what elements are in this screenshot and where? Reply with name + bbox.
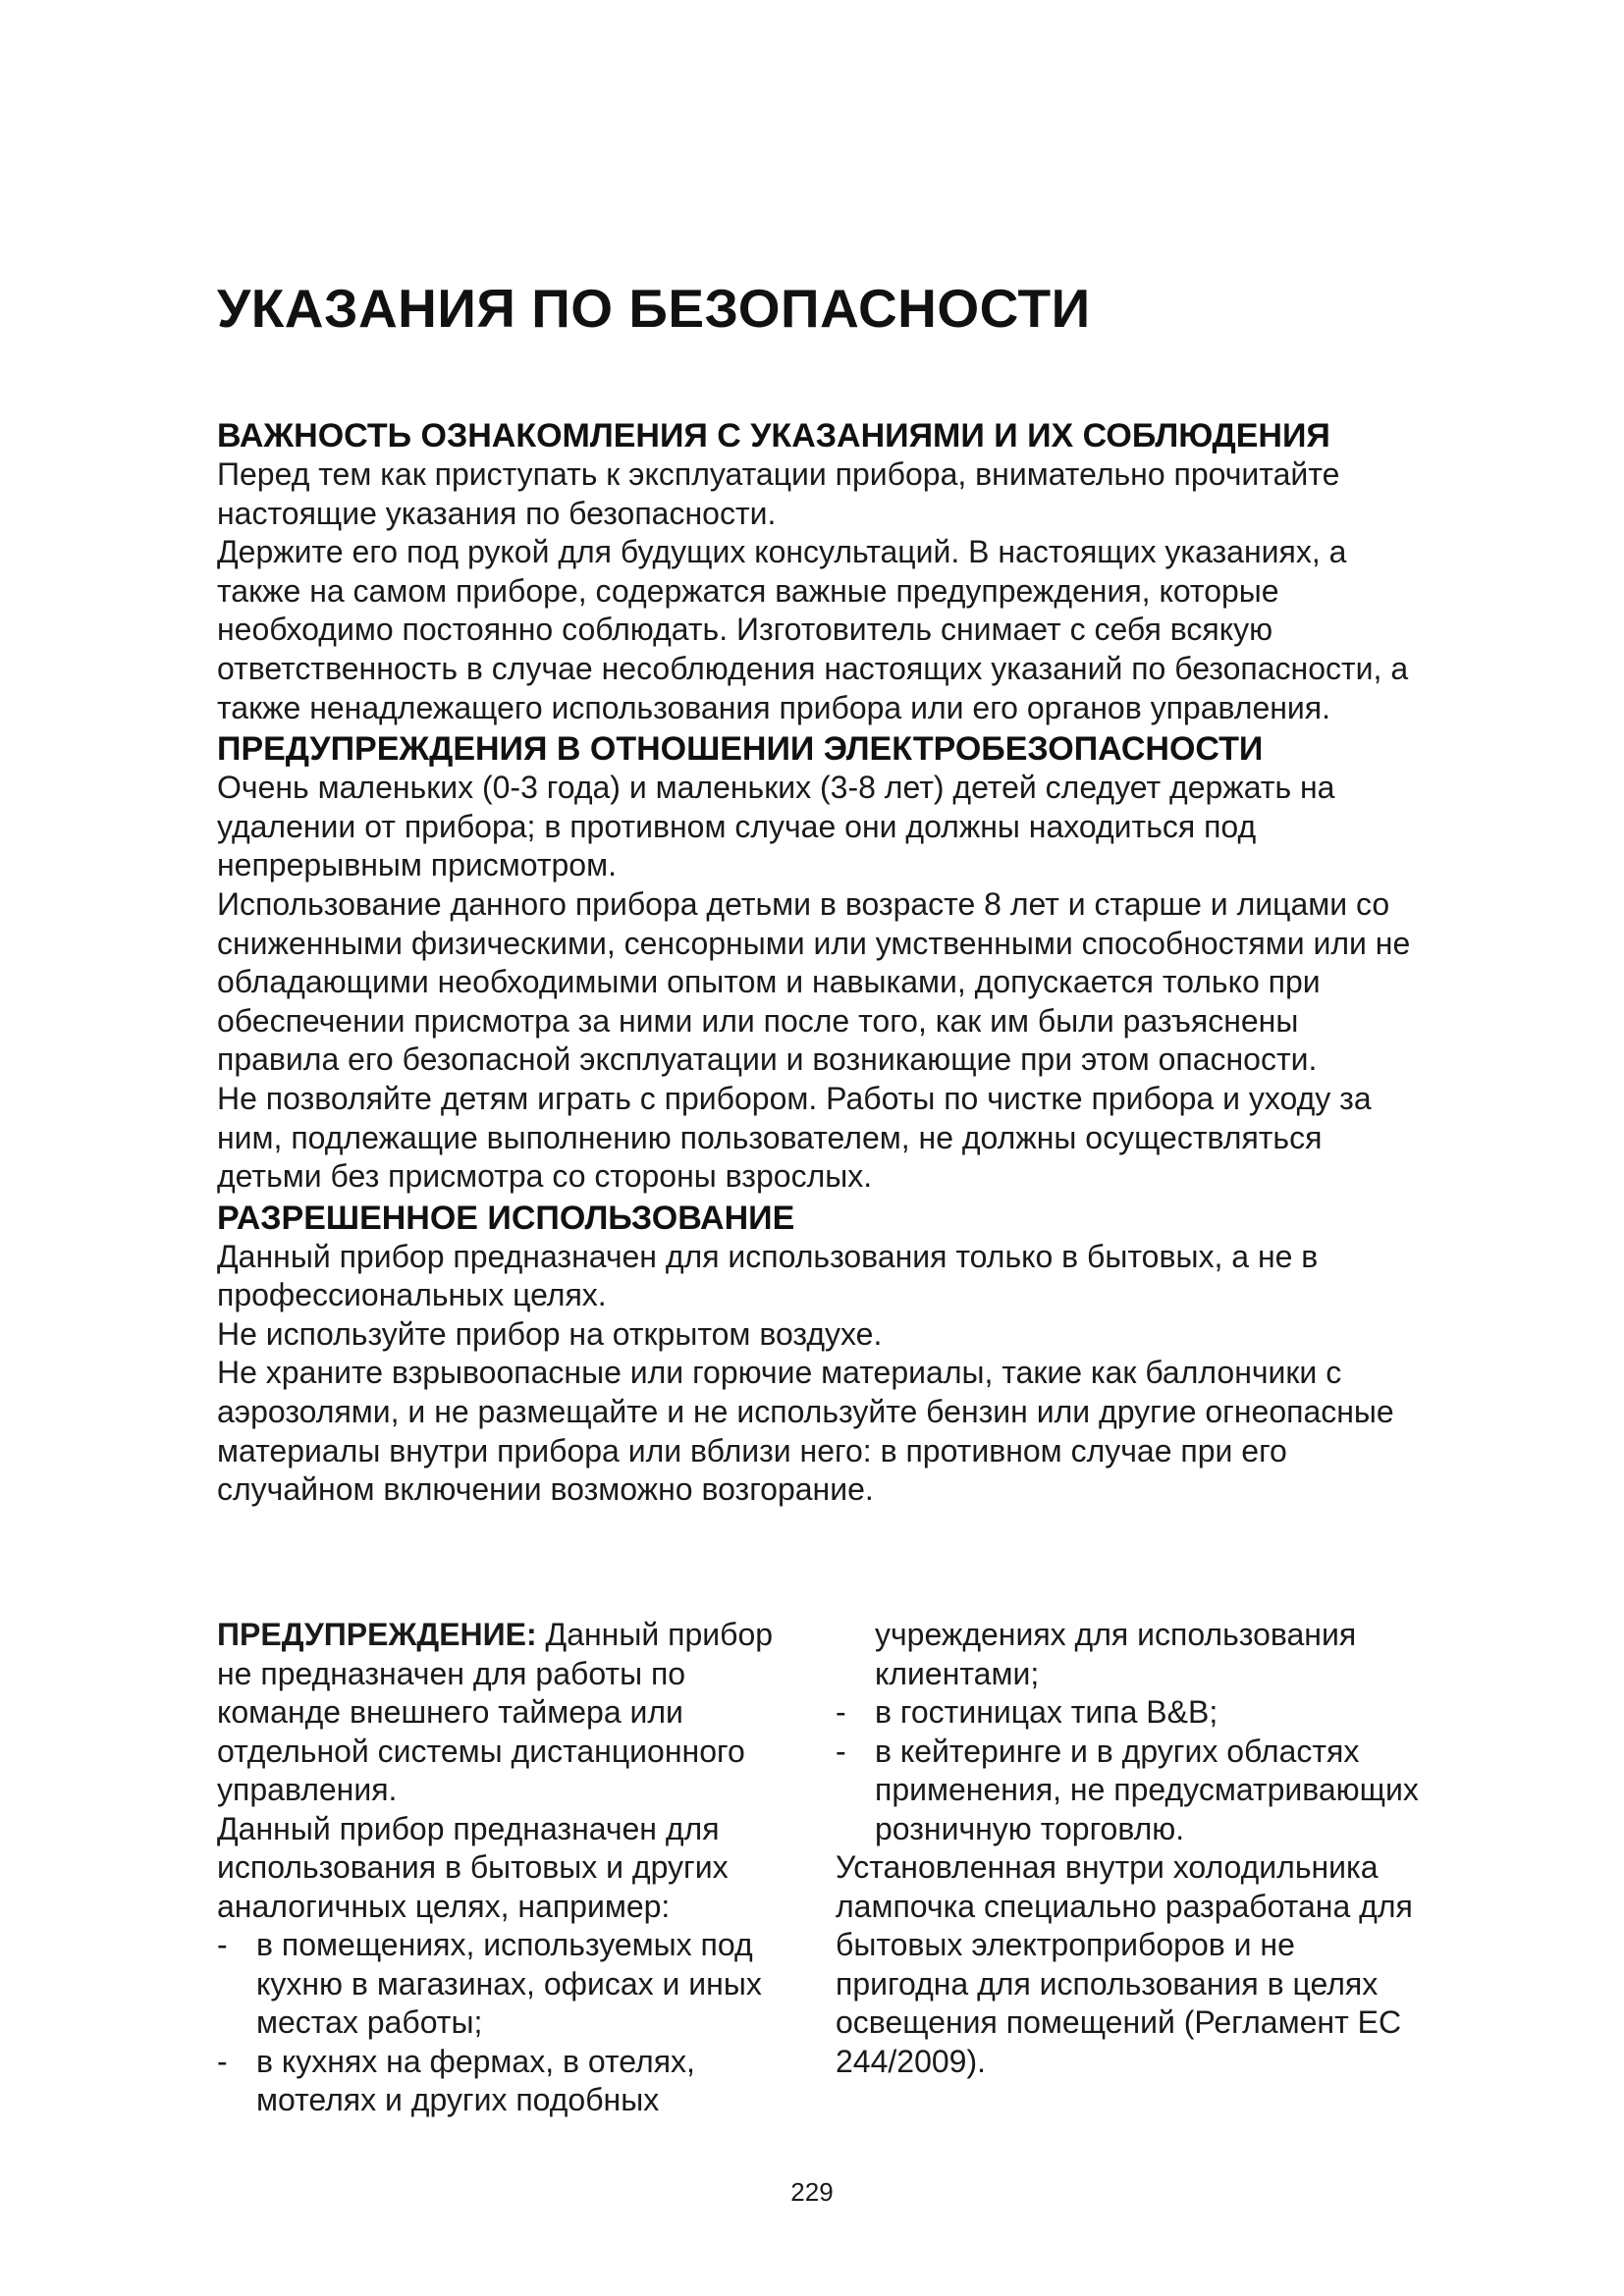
usage-intro: Данный прибор предназначен для использования в бытовых и других аналогичных целях, например:	[217, 1810, 729, 1924]
page-number: 229	[790, 2177, 834, 2207]
lamp-note: Установленная внутри холодильника лампочка специально разработана для бытовых электроприборов и не пригодна для использования в целях освещения помещений (Регламент ЕС 244/2009).	[836, 1849, 1413, 2079]
paragraph: Не позволяйте детям играть с прибором. Работы по чистке прибора и уходу за ним, подлежащие выполнению пользователем, не должны осуществляться детьми без присмотра со стороны взрослых.	[217, 1080, 1372, 1195]
paragraph: Не используйте прибор на открытом воздухе.	[217, 1315, 883, 1352]
warning-paragraph	[217, 1616, 806, 1810]
left-column	[217, 1616, 806, 2120]
paragraph: Данный прибор предназначен для использования только в бытовых, а не в профессиональных целях.	[217, 1238, 1319, 1313]
page-title: УКАЗАНИЯ ПО БЕЗОПАСНОСТИ	[217, 278, 1091, 339]
two-column-section	[217, 1616, 1425, 2126]
right-column	[836, 1616, 1425, 2081]
warning-label: ПРЕДУПРЕЖДЕНИЕ:	[217, 1617, 537, 1652]
paragraph: Перед тем как приступать к эксплуатации прибора, внимательно прочитайте настоящие указания по безопасности.	[217, 456, 1340, 531]
paragraph: Не храните взрывоопасные или горючие материалы, такие как баллончики с аэрозолями, и не размещайте и не используйте бензин или другие огнеопасные материалы внутри прибора или вблизи него: в противном случае при его случайном включении возможно возгорание.	[217, 1355, 1394, 1508]
usage-list-continued	[836, 1693, 1425, 1848]
warning-text: Данный прибор не предназначен для работы по команде внешнего таймера или отдельной системы дистанционного управления.	[217, 1617, 774, 1807]
paragraph: Держите его под рукой для будущих консультаций. В настоящих указаниях, а также на самом приборе, содержатся важные предупреждения, которые необходимо постоянно соблюдать. Изготовитель снимает с себя всякую ответственность в случае несоблюдения настоящих указаний по безопасности, а также ненадлежащего использования прибора или его органов управления.	[217, 534, 1409, 725]
usage-list	[217, 1926, 806, 2120]
list-item: - в помещениях, используемых под кухню в магазинах, офисах и иных местах работы;	[217, 1926, 806, 2043]
paragraph: Использование данного прибора детьми в возрасте 8 лет и старше и лицами со сниженными физическими, сенсорными или умственными способностями или не обладающими необходимыми опытом и навыками, допускается только при обеспечении присмотра за ними или после того, как им были разъяснены правила его безопасной эксплуатации и возникающие при этом опасности.	[217, 885, 1411, 1078]
list-item-continuation: учреждениях для использования клиентами;	[875, 1617, 1357, 1691]
section-heading-electrical-safety: ПРЕДУПРЕЖДЕНИЯ В ОТНОШЕНИИ ЭЛЕКТРОБЕЗОПАСНОСТИ	[217, 730, 1264, 769]
list-item: - в кухнях на фермах, в отелях, мотелях и других подобных	[217, 2043, 806, 2120]
list-item: - в кейтеринге и в других областях применения, не предусматривающих розничную торговлю.	[836, 1733, 1425, 1849]
section-heading-importance: ВАЖНОСТЬ ОЗНАКОМЛЕНИЯ С УКАЗАНИЯМИ И ИХ СОБЛЮДЕНИЯ	[217, 417, 1330, 454]
section-heading-permitted-use: РАЗРЕШЕННОЕ ИСПОЛЬЗОВАНИЕ	[217, 1199, 795, 1237]
main-content	[217, 416, 1425, 1510]
paragraph: Очень маленьких (0-3 года) и маленьких (3-8 лет) детей следует держать на удалении от прибора; в противном случае они должны находиться под непрерывным присмотром.	[217, 770, 1335, 883]
list-item: - в гостиницах типа B&B;	[836, 1693, 1425, 1733]
